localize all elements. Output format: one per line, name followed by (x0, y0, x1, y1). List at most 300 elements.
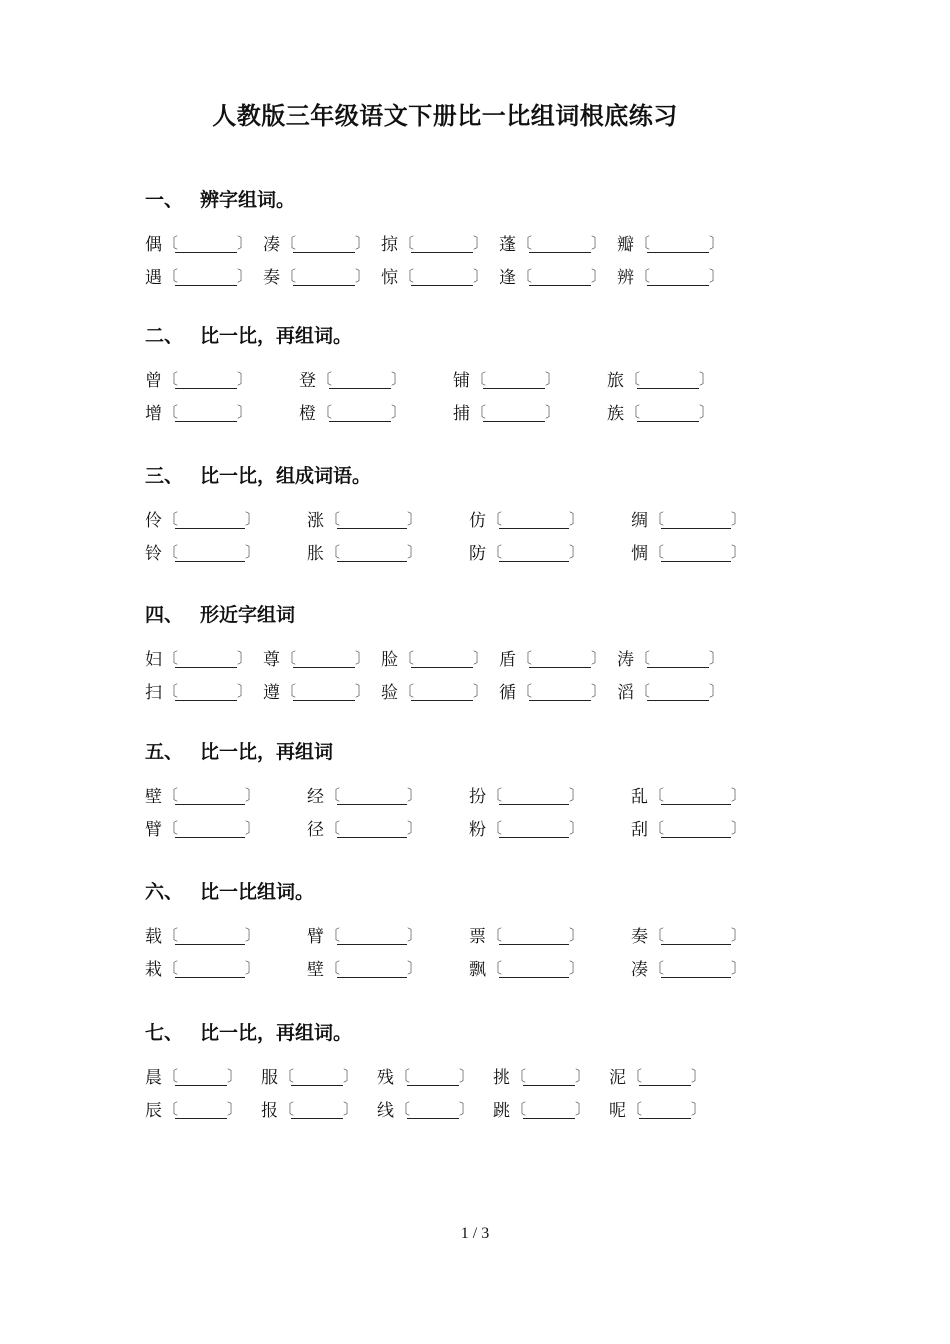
character: 盾 (499, 650, 516, 670)
open-bracket: 〔 (325, 510, 341, 528)
close-bracket: 〕 (227, 1067, 243, 1085)
open-bracket: 〔 (325, 926, 341, 944)
word-item (617, 230, 725, 255)
answer-blank[interactable] (647, 236, 709, 253)
open-bracket: 〔 (649, 819, 665, 837)
section-5 (145, 738, 805, 844)
section-3 (145, 462, 805, 568)
answer-blank[interactable] (411, 684, 473, 701)
word-item (307, 506, 423, 531)
word-rows (145, 362, 805, 428)
character: 残 (377, 1068, 394, 1088)
word-row (145, 395, 805, 428)
open-bracket: 〔 (325, 959, 341, 977)
open-bracket: 〔 (163, 510, 179, 528)
close-bracket: 〕 (731, 926, 747, 944)
word-row (145, 951, 805, 984)
character: 扫 (145, 683, 162, 703)
open-bracket: 〔 (281, 234, 297, 252)
close-bracket: 〕 (245, 959, 261, 977)
close-bracket: 〕 (699, 403, 715, 421)
close-bracket: 〕 (245, 786, 261, 804)
answer-blank[interactable] (637, 405, 699, 422)
answer-blank[interactable] (407, 1102, 459, 1119)
open-bracket: 〔 (517, 649, 533, 667)
open-bracket: 〔 (163, 1067, 179, 1085)
character: 栽 (145, 960, 162, 980)
answer-blank[interactable] (175, 961, 245, 978)
open-bracket: 〔 (517, 267, 533, 285)
character: 仿 (469, 511, 486, 531)
section-1 (145, 186, 805, 292)
close-bracket: 〕 (237, 649, 253, 667)
section-number: 三、 (145, 465, 184, 487)
open-bracket: 〔 (395, 1067, 411, 1085)
character: 挑 (493, 1068, 510, 1088)
word-item (263, 678, 371, 703)
answer-blank[interactable] (499, 788, 569, 805)
character: 橙 (299, 404, 316, 424)
word-item (607, 366, 715, 391)
word-item (381, 645, 489, 670)
word-item (145, 645, 253, 670)
character: 涛 (617, 650, 634, 670)
answer-blank[interactable] (661, 545, 731, 562)
word-row (145, 502, 805, 535)
character: 臂 (307, 927, 324, 947)
close-bracket: 〕 (591, 267, 607, 285)
open-bracket: 〔 (281, 267, 297, 285)
character: 遵 (263, 683, 280, 703)
answer-blank[interactable] (647, 684, 709, 701)
answer-blank[interactable] (291, 1069, 343, 1086)
word-item (307, 782, 423, 807)
word-item (381, 230, 489, 255)
close-bracket: 〕 (731, 786, 747, 804)
answer-blank[interactable] (499, 821, 569, 838)
character: 防 (469, 544, 486, 564)
close-bracket: 〕 (569, 786, 585, 804)
character: 晨 (145, 1068, 162, 1088)
character: 臂 (145, 820, 162, 840)
section-number: 七、 (145, 1022, 184, 1044)
word-item (469, 539, 585, 564)
answer-blank[interactable] (411, 269, 473, 286)
word-item (617, 645, 725, 670)
close-bracket: 〕 (473, 234, 489, 252)
answer-blank[interactable] (337, 928, 407, 945)
answer-blank[interactable] (661, 961, 731, 978)
character: 捕 (453, 404, 470, 424)
word-item (145, 815, 261, 840)
close-bracket: 〕 (237, 403, 253, 421)
word-item (469, 922, 585, 947)
answer-blank[interactable] (499, 961, 569, 978)
answer-blank[interactable] (661, 928, 731, 945)
close-bracket: 〕 (691, 1067, 707, 1085)
close-bracket: 〕 (237, 370, 253, 388)
close-bracket: 〕 (227, 1100, 243, 1118)
section-heading (145, 601, 805, 629)
word-row (145, 811, 805, 844)
word-item (145, 539, 261, 564)
word-rows (145, 778, 805, 844)
close-bracket: 〕 (709, 682, 725, 700)
answer-blank[interactable] (661, 512, 731, 529)
close-bracket: 〕 (407, 959, 423, 977)
word-item (307, 922, 423, 947)
word-item (263, 645, 371, 670)
answer-blank[interactable] (175, 928, 245, 945)
answer-blank[interactable] (175, 788, 245, 805)
word-item (631, 539, 747, 564)
answer-blank[interactable] (293, 684, 355, 701)
close-bracket: 〕 (545, 370, 561, 388)
character: 辰 (145, 1101, 162, 1121)
answer-blank[interactable] (529, 236, 591, 253)
word-item (499, 230, 607, 255)
close-bracket: 〕 (575, 1100, 591, 1118)
section-heading (145, 1019, 805, 1047)
close-bracket: 〕 (407, 543, 423, 561)
close-bracket: 〕 (391, 403, 407, 421)
answer-blank[interactable] (293, 651, 355, 668)
answer-blank[interactable] (647, 269, 709, 286)
word-item (145, 955, 261, 980)
word-row (145, 226, 805, 259)
word-item (145, 678, 253, 703)
open-bracket: 〔 (317, 370, 333, 388)
close-bracket: 〕 (237, 234, 253, 252)
answer-blank[interactable] (411, 236, 473, 253)
answer-blank[interactable] (661, 788, 731, 805)
character: 凑 (631, 960, 648, 980)
character: 惊 (381, 268, 398, 288)
word-item (145, 1063, 243, 1088)
open-bracket: 〔 (399, 234, 415, 252)
character: 循 (499, 683, 516, 703)
open-bracket: 〔 (635, 649, 651, 667)
word-item (299, 399, 407, 424)
word-row (145, 778, 805, 811)
character: 乱 (631, 787, 648, 807)
character: 载 (145, 927, 162, 947)
open-bracket: 〔 (487, 510, 503, 528)
word-row (145, 535, 805, 568)
word-rows (145, 226, 805, 292)
open-bracket: 〔 (163, 234, 179, 252)
section-heading-text: 辨字组词。 (200, 189, 296, 211)
word-item (307, 539, 423, 564)
section-number: 六、 (145, 881, 184, 903)
section-number: 四、 (145, 604, 184, 626)
answer-blank[interactable] (291, 1102, 343, 1119)
character: 增 (145, 404, 162, 424)
section-4 (145, 601, 805, 707)
character: 旅 (607, 371, 624, 391)
word-item (631, 815, 747, 840)
character: 线 (377, 1101, 394, 1121)
character: 铃 (145, 544, 162, 564)
close-bracket: 〕 (343, 1067, 359, 1085)
character: 票 (469, 927, 486, 947)
character: 经 (307, 787, 324, 807)
close-bracket: 〕 (569, 819, 585, 837)
answer-blank[interactable] (337, 961, 407, 978)
word-item (617, 263, 725, 288)
close-bracket: 〕 (237, 682, 253, 700)
section-7 (145, 1019, 805, 1125)
word-item (499, 263, 607, 288)
close-bracket: 〕 (699, 370, 715, 388)
answer-blank[interactable] (647, 651, 709, 668)
open-bracket: 〔 (471, 403, 487, 421)
open-bracket: 〔 (163, 649, 179, 667)
word-item (145, 366, 253, 391)
close-bracket: 〕 (245, 819, 261, 837)
word-item (469, 506, 585, 531)
word-row (145, 1092, 805, 1125)
page-title: 人教版三年级语文下册比一比组词根底练习 (212, 102, 678, 130)
character: 辨 (617, 268, 634, 288)
answer-blank[interactable] (175, 545, 245, 562)
word-rows (145, 918, 805, 984)
close-bracket: 〕 (245, 543, 261, 561)
open-bracket: 〔 (635, 234, 651, 252)
close-bracket: 〕 (407, 819, 423, 837)
word-item (145, 922, 261, 947)
close-bracket: 〕 (355, 234, 371, 252)
answer-blank[interactable] (293, 236, 355, 253)
open-bracket: 〔 (517, 234, 533, 252)
character: 扮 (469, 787, 486, 807)
word-item (261, 1063, 359, 1088)
open-bracket: 〔 (627, 1100, 643, 1118)
word-item (499, 645, 607, 670)
close-bracket: 〕 (407, 786, 423, 804)
word-item (493, 1096, 591, 1121)
word-row (145, 674, 805, 707)
answer-blank[interactable] (293, 269, 355, 286)
answer-blank[interactable] (175, 236, 237, 253)
open-bracket: 〔 (487, 786, 503, 804)
section-heading-text: 比一比，再组词 (200, 741, 334, 763)
section-number: 二、 (145, 325, 184, 347)
answer-blank[interactable] (175, 372, 237, 389)
word-item (381, 263, 489, 288)
open-bracket: 〔 (635, 682, 651, 700)
character: 跳 (493, 1101, 510, 1121)
answer-blank[interactable] (523, 1102, 575, 1119)
word-item (377, 1063, 475, 1088)
close-bracket: 〕 (355, 649, 371, 667)
open-bracket: 〔 (163, 959, 179, 977)
answer-blank[interactable] (411, 651, 473, 668)
close-bracket: 〕 (731, 819, 747, 837)
close-bracket: 〕 (407, 510, 423, 528)
answer-blank[interactable] (175, 1102, 227, 1119)
character: 偶 (145, 235, 162, 255)
close-bracket: 〕 (343, 1100, 359, 1118)
close-bracket: 〕 (591, 649, 607, 667)
open-bracket: 〔 (487, 543, 503, 561)
answer-blank[interactable] (175, 821, 245, 838)
answer-blank[interactable] (637, 372, 699, 389)
answer-blank[interactable] (639, 1069, 691, 1086)
open-bracket: 〔 (163, 786, 179, 804)
close-bracket: 〕 (459, 1067, 475, 1085)
open-bracket: 〔 (279, 1067, 295, 1085)
answer-blank[interactable] (661, 821, 731, 838)
word-item (469, 955, 585, 980)
word-item (307, 955, 423, 980)
answer-blank[interactable] (407, 1069, 459, 1086)
character: 粉 (469, 820, 486, 840)
answer-blank[interactable] (499, 928, 569, 945)
open-bracket: 〔 (163, 926, 179, 944)
character: 登 (299, 371, 316, 391)
open-bracket: 〔 (325, 786, 341, 804)
open-bracket: 〔 (399, 682, 415, 700)
answer-blank[interactable] (483, 372, 545, 389)
word-item (145, 1096, 243, 1121)
answer-blank[interactable] (175, 651, 237, 668)
answer-blank[interactable] (529, 651, 591, 668)
section-heading (145, 878, 805, 906)
open-bracket: 〔 (471, 370, 487, 388)
close-bracket: 〕 (407, 926, 423, 944)
character: 呢 (609, 1101, 626, 1121)
section-heading-text: 比一比，再组词。 (200, 325, 353, 347)
word-item (263, 263, 371, 288)
close-bracket: 〕 (691, 1100, 707, 1118)
close-bracket: 〕 (245, 926, 261, 944)
answer-blank[interactable] (329, 405, 391, 422)
word-rows (145, 502, 805, 568)
open-bracket: 〔 (487, 819, 503, 837)
answer-blank[interactable] (337, 788, 407, 805)
answer-blank[interactable] (175, 684, 237, 701)
open-bracket: 〔 (163, 370, 179, 388)
open-bracket: 〔 (399, 267, 415, 285)
open-bracket: 〔 (399, 649, 415, 667)
answer-blank[interactable] (529, 684, 591, 701)
close-bracket: 〕 (545, 403, 561, 421)
section-number: 一、 (145, 189, 184, 211)
open-bracket: 〔 (325, 543, 341, 561)
open-bracket: 〔 (649, 926, 665, 944)
character: 脸 (381, 650, 398, 670)
character: 刮 (631, 820, 648, 840)
character: 验 (381, 683, 398, 703)
open-bracket: 〔 (649, 543, 665, 561)
open-bracket: 〔 (281, 682, 297, 700)
section-heading-text: 比一比，再组词。 (200, 1022, 353, 1044)
character: 径 (307, 820, 324, 840)
section-heading (145, 462, 805, 490)
word-item (609, 1096, 707, 1121)
word-row (145, 641, 805, 674)
answer-blank[interactable] (175, 405, 237, 422)
character: 壁 (307, 960, 324, 980)
answer-blank[interactable] (337, 512, 407, 529)
answer-blank[interactable] (523, 1069, 575, 1086)
section-heading (145, 738, 805, 766)
answer-blank[interactable] (529, 269, 591, 286)
word-item (617, 678, 725, 703)
word-item (499, 678, 607, 703)
answer-blank[interactable] (639, 1102, 691, 1119)
character: 伶 (145, 511, 162, 531)
open-bracket: 〔 (395, 1100, 411, 1118)
word-item (145, 230, 253, 255)
word-row (145, 1059, 805, 1092)
character: 蓬 (499, 235, 516, 255)
character: 惆 (631, 544, 648, 564)
character: 滔 (617, 683, 634, 703)
close-bracket: 〕 (473, 682, 489, 700)
word-item (607, 399, 715, 424)
close-bracket: 〕 (591, 234, 607, 252)
word-item (631, 782, 747, 807)
character: 服 (261, 1068, 278, 1088)
open-bracket: 〔 (649, 959, 665, 977)
word-item (299, 366, 407, 391)
open-bracket: 〔 (163, 682, 179, 700)
word-item (145, 506, 261, 531)
open-bracket: 〔 (649, 510, 665, 528)
close-bracket: 〕 (709, 649, 725, 667)
answer-blank[interactable] (499, 545, 569, 562)
character: 族 (607, 404, 624, 424)
open-bracket: 〔 (163, 819, 179, 837)
answer-blank[interactable] (499, 512, 569, 529)
answer-blank[interactable] (175, 512, 245, 529)
word-item (469, 815, 585, 840)
open-bracket: 〔 (511, 1100, 527, 1118)
character: 掠 (381, 235, 398, 255)
close-bracket: 〕 (473, 267, 489, 285)
character: 奏 (263, 268, 280, 288)
answer-blank[interactable] (337, 545, 407, 562)
answer-blank[interactable] (175, 269, 237, 286)
character: 凑 (263, 235, 280, 255)
character: 涨 (307, 511, 324, 531)
character: 曾 (145, 371, 162, 391)
open-bracket: 〔 (281, 649, 297, 667)
open-bracket: 〔 (625, 370, 641, 388)
word-item (263, 230, 371, 255)
section-heading-text: 形近字组词 (200, 604, 296, 626)
close-bracket: 〕 (709, 234, 725, 252)
word-item (145, 263, 253, 288)
close-bracket: 〕 (731, 543, 747, 561)
character: 遇 (145, 268, 162, 288)
close-bracket: 〕 (237, 267, 253, 285)
open-bracket: 〔 (511, 1067, 527, 1085)
answer-blank[interactable] (329, 372, 391, 389)
open-bracket: 〔 (163, 267, 179, 285)
word-item (493, 1063, 591, 1088)
answer-blank[interactable] (483, 405, 545, 422)
word-rows (145, 641, 805, 707)
answer-blank[interactable] (175, 1069, 227, 1086)
word-item (631, 922, 747, 947)
section-heading (145, 186, 805, 214)
word-item (469, 782, 585, 807)
section-heading-text: 比一比，组成词语。 (200, 465, 372, 487)
answer-blank[interactable] (337, 821, 407, 838)
